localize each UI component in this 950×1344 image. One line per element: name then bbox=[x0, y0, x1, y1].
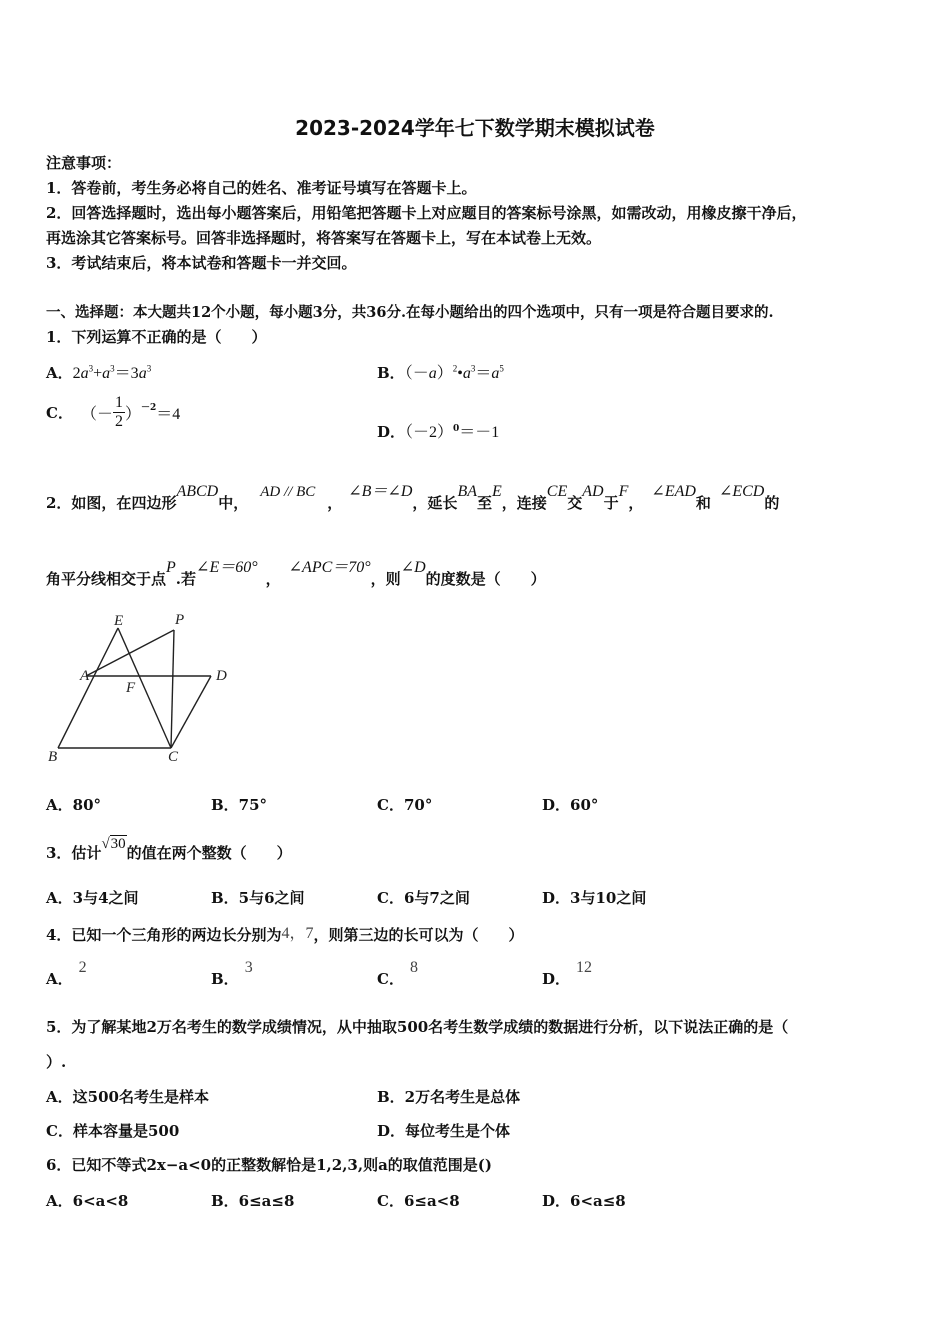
q2-math: CE bbox=[546, 483, 568, 500]
label-p: P bbox=[175, 612, 185, 628]
q4-stem bbox=[46, 922, 523, 945]
q4-option-a-label: A． bbox=[46, 970, 73, 988]
q2-stem-line2 bbox=[46, 559, 546, 589]
q3-option-a: A．3与4之间 bbox=[46, 889, 139, 907]
q6-option-d: D．6<a≤8 bbox=[542, 1192, 626, 1210]
segment-ap bbox=[86, 630, 174, 676]
q5-option-c: C．样本容量是500 bbox=[46, 1122, 180, 1140]
q2-math: ∠E＝60° bbox=[196, 559, 258, 576]
q2-math: ∠D bbox=[400, 559, 426, 576]
q2-text: 交 bbox=[567, 494, 583, 512]
segment-pc bbox=[171, 630, 174, 748]
q1-option-c-suffix: ） bbox=[124, 406, 141, 423]
q3-stem bbox=[46, 836, 292, 863]
q2-option-a: A．80° bbox=[46, 796, 102, 814]
q1-option-c-prefix: （－ bbox=[80, 406, 113, 423]
q3-text: 3．估计 bbox=[46, 844, 102, 862]
q3-option-b: B．5与6之间 bbox=[211, 889, 305, 907]
q1-option-b-label: B． bbox=[377, 364, 405, 382]
q4-option-b-label: B． bbox=[211, 970, 239, 988]
q2-text: ，连接 bbox=[501, 494, 547, 512]
q4-option-c-label: C． bbox=[377, 970, 404, 988]
notice-item-2: 2．回答选择题时，选出每小题答案后，用铅笔把答题卡上对应题目的答案标号涂黑，如需改动，用橡皮擦干净后， bbox=[46, 204, 807, 222]
q4-text: ，则第三边的长可以为（ ） bbox=[313, 926, 524, 944]
segment-be bbox=[58, 628, 118, 748]
label-a: A bbox=[80, 668, 90, 684]
q5-option-d: D．每位考生是个体 bbox=[377, 1122, 511, 1140]
q2-option-b: B．75° bbox=[211, 796, 268, 814]
q3-sqrt: √30 bbox=[101, 836, 126, 852]
q4-sides: 4，7 bbox=[281, 925, 314, 942]
q2-text: 和 bbox=[695, 494, 711, 512]
section-heading: 一、选择题：本大题共12个小题，每小题3分，共36分.在每小题给出的四个选项中，只有一项是符合题目要求的. bbox=[46, 304, 774, 321]
q1-option-c bbox=[46, 394, 180, 431]
q1-option-a-expr: $2a^3+a^3=3a^3$ bbox=[72, 363, 152, 382]
notice-heading: 注意事项： bbox=[46, 154, 122, 172]
q2-math: ABCD bbox=[176, 483, 219, 500]
notice-item-3: 3．考试结束后，将本试卷和答题卡一并交回。 bbox=[46, 254, 357, 272]
q4-option-c bbox=[377, 959, 418, 989]
q1-option-d-result: ＝－1 bbox=[459, 424, 500, 441]
q2-text: ， bbox=[628, 494, 644, 512]
q2-geometry-figure bbox=[44, 610, 244, 770]
q2-text: 的度数是（ ） bbox=[425, 570, 546, 588]
q2-math: F bbox=[618, 483, 629, 500]
q4-option-c-value: 8 bbox=[409, 959, 418, 976]
q2-math: ∠EAD bbox=[651, 483, 696, 500]
q2-text: 的 bbox=[764, 494, 780, 512]
q2-math: P bbox=[166, 559, 176, 576]
label-d: D bbox=[216, 668, 227, 684]
label-f: F bbox=[126, 680, 136, 696]
q2-option-c: C．70° bbox=[377, 796, 433, 814]
q4-option-b-value: 3 bbox=[244, 959, 253, 976]
q1-option-b-expr: $(-a)^2•a^3=a^5$ bbox=[404, 363, 504, 382]
q1-option-d-label: D． bbox=[377, 423, 406, 441]
q2-text: ，则 bbox=[370, 570, 401, 588]
q4-option-d-label: D． bbox=[542, 970, 571, 988]
q6-option-b: B．6≤a≤8 bbox=[211, 1192, 295, 1210]
q1-option-a-label: A． bbox=[46, 364, 73, 382]
q3-option-c: C．6与7之间 bbox=[377, 889, 470, 907]
q1-option-c-result: ＝4 bbox=[156, 406, 181, 423]
q1-option-c-fraction bbox=[113, 394, 125, 431]
q1-option-a bbox=[46, 360, 151, 383]
q2-text: ，延长 bbox=[412, 494, 458, 512]
q5-stem-line1: 5．为了解某地2万名考生的数学成绩情况，从中抽取500名考生数学成绩的数据进行分析，以下说法正确的是（ bbox=[46, 1018, 789, 1036]
q4-option-d-value: 12 bbox=[576, 959, 593, 976]
q2-math: ∠APC＝70° bbox=[288, 559, 371, 576]
q6-stem: 6．已知不等式2x−a<0的正整数解恰是1,2,3,则a的取值范围是() bbox=[46, 1156, 493, 1174]
q3-radicand: 30 bbox=[110, 836, 126, 852]
q6-option-c: C．6≤a<8 bbox=[377, 1192, 460, 1210]
q1-stem: 1．下列运算不正确的是（ ） bbox=[46, 328, 267, 346]
q3-option-d: D．3与10之间 bbox=[542, 889, 647, 907]
q2-text: 于 bbox=[603, 494, 619, 512]
q6-option-a: A．6<a<8 bbox=[46, 1192, 129, 1210]
q2-option-d: D．60° bbox=[542, 796, 599, 814]
q1-option-c-label: C． bbox=[46, 404, 73, 422]
notice-item-1: 1．答卷前，考生务必将自己的姓名、准考证号填写在答题卡上。 bbox=[46, 179, 477, 197]
q2-math: AD bbox=[582, 483, 604, 500]
q2-text: 2．如图，在四边形 bbox=[46, 494, 177, 512]
q4-option-d bbox=[542, 959, 593, 989]
segment-dc bbox=[171, 676, 211, 748]
q1-option-d-exponent: 0 bbox=[453, 424, 460, 434]
q2-stem-line1 bbox=[46, 483, 780, 513]
page-title: 2023-2024学年七下数学期末模拟试卷 bbox=[295, 116, 655, 140]
q2-text: ， bbox=[265, 570, 281, 588]
q1-option-c-exponent: －2 bbox=[140, 403, 157, 413]
q4-text: 4．已知一个三角形的两边长分别为 bbox=[46, 926, 282, 944]
q3-text: 的值在两个整数（ ） bbox=[126, 844, 292, 862]
label-e: E bbox=[114, 613, 124, 629]
q2-text: ， bbox=[327, 494, 343, 512]
q2-math: BA bbox=[457, 483, 477, 500]
q2-text: 角平分线相交于点 bbox=[46, 570, 167, 588]
q2-text: .若 bbox=[175, 570, 197, 588]
q1-option-d bbox=[377, 419, 499, 442]
q2-math: ∠ECD bbox=[718, 483, 765, 500]
q2-math: AD // BC bbox=[260, 484, 316, 500]
label-b: B bbox=[48, 749, 58, 765]
q4-option-b bbox=[211, 959, 253, 989]
fraction-denominator: 2 bbox=[114, 413, 123, 430]
q2-math: ∠B＝∠D bbox=[348, 483, 413, 500]
q5-stem-line2: ）. bbox=[46, 1053, 67, 1071]
q5-option-b: B．2万名考生是总体 bbox=[377, 1088, 521, 1106]
q4-option-a-value: 2 bbox=[78, 959, 87, 976]
label-c: C bbox=[168, 749, 179, 765]
q5-option-a: A．这500名考生是样本 bbox=[46, 1088, 209, 1106]
notice-item-2-cont: 再选涂其它答案标号。回答非选择题时，将答案写在答题卡上，写在本试卷上无效。 bbox=[46, 229, 602, 247]
q1-option-b bbox=[377, 360, 504, 383]
q4-option-a bbox=[46, 959, 87, 989]
q2-text: 中， bbox=[218, 494, 249, 512]
q2-math: E bbox=[492, 483, 502, 500]
q2-text: 至 bbox=[476, 494, 492, 512]
fraction-numerator: 1 bbox=[114, 394, 123, 411]
q1-option-d-text: （－2） bbox=[405, 424, 454, 441]
